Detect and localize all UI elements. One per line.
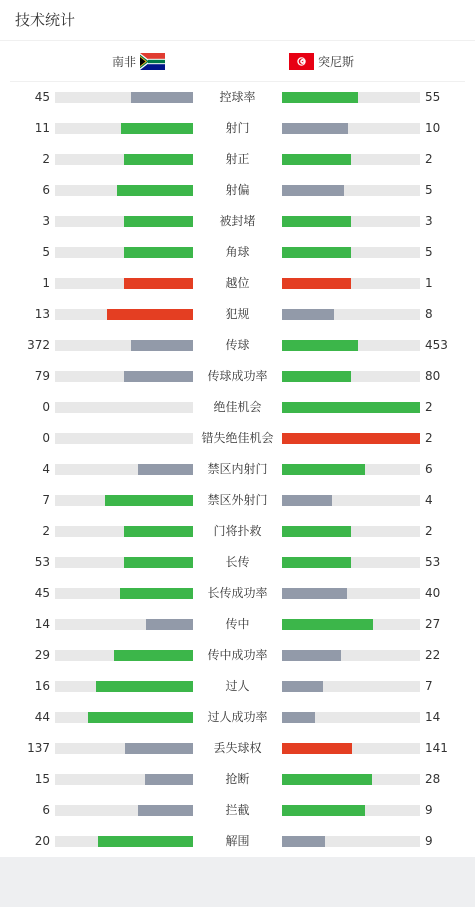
home-stat-bar-fill [105,495,193,506]
stat-row [0,702,475,733]
away-stat-bar [282,309,420,320]
away-stat-value: 14 [425,710,441,724]
away-stat-bar [282,805,420,816]
away-stat-bar-fill [282,371,351,382]
home-stat-value: 44 [34,710,50,724]
home-stat-value: 14 [34,617,50,631]
teams-header [0,41,475,81]
home-stat-value: 79 [34,369,50,383]
home-stat-bar-fill [138,805,193,816]
away-stat-bar-fill [282,123,348,134]
stat-label: 丢失球权 [213,741,262,755]
home-stat-value: 2 [42,152,50,166]
home-stat-bar [55,309,193,320]
stat-row [0,113,475,144]
home-stat-bar-fill [96,681,193,692]
away-stat-bar [282,216,420,227]
home-stat-bar [55,402,193,413]
stat-label: 射门 [225,121,250,135]
home-stat-bar [55,774,193,785]
home-stat-bar [55,92,193,103]
stat-label: 解围 [225,834,250,848]
away-stat-bar-fill [282,588,347,599]
away-stat-value: 22 [425,648,441,662]
stats-list [0,82,475,857]
away-stat-bar-fill [282,526,351,537]
home-stat-value: 45 [34,586,50,600]
home-stat-bar-fill [124,247,193,258]
home-stat-bar [55,123,193,134]
home-stat-bar-fill [131,340,193,351]
stat-row [0,578,475,609]
stat-row [0,485,475,516]
away-stat-bar [282,681,420,692]
stat-row [0,175,475,206]
home-stat-value: 16 [34,679,50,693]
home-stat-value: 15 [34,772,50,786]
away-stat-bar [282,588,420,599]
away-stat-bar-fill [282,712,315,723]
away-stat-value: 141 [425,741,448,755]
stat-row [0,609,475,640]
stat-row [0,423,475,454]
away-stat-bar [282,774,420,785]
home-stat-bar-fill [124,526,193,537]
stat-row [0,795,475,826]
away-stat-bar-fill [282,402,420,413]
home-stat-bar [55,588,193,599]
away-stat-bar [282,464,420,475]
home-stat-bar [55,433,193,444]
home-stat-bar-fill [124,371,193,382]
home-stat-value: 0 [42,400,50,414]
home-stat-bar [55,743,193,754]
away-stat-bar [282,340,420,351]
stat-label: 越位 [225,276,250,290]
home-stat-bar-fill [88,712,193,723]
home-stat-bar-fill [117,185,193,196]
stat-label: 射偏 [225,183,250,197]
stat-label: 被封堵 [219,214,256,228]
home-stat-bar [55,495,193,506]
home-stat-value: 6 [42,183,50,197]
away-stat-bar [282,495,420,506]
stat-label: 过人成功率 [207,710,268,724]
away-stat-bar [282,185,420,196]
stat-row [0,516,475,547]
stat-label: 错失绝佳机会 [201,431,274,445]
away-stat-bar-fill [282,185,344,196]
home-stat-bar [55,712,193,723]
home-stat-value: 0 [42,431,50,445]
stat-label: 传中成功率 [207,648,268,662]
stat-row [0,640,475,671]
home-stat-bar-fill [146,619,193,630]
home-stat-value: 7 [42,493,50,507]
stat-label: 门将扑救 [213,524,262,538]
away-stat-bar [282,402,420,413]
home-stat-value: 3 [42,214,50,228]
away-stat-bar [282,154,420,165]
home-stat-bar [55,619,193,630]
away-stat-bar-fill [282,278,351,289]
away-stat-bar [282,371,420,382]
away-stat-value: 9 [425,834,433,848]
home-stat-bar-fill [124,216,193,227]
home-stat-value: 13 [34,307,50,321]
away-stat-value: 5 [425,245,433,259]
stat-label: 长传成功率 [207,586,268,600]
away-stat-bar [282,433,420,444]
stat-row [0,361,475,392]
away-stat-bar [282,650,420,661]
stat-row [0,299,475,330]
away-stat-value: 10 [425,121,441,135]
home-stat-value: 4 [42,462,50,476]
stat-label: 拦截 [225,803,250,817]
stat-row [0,237,475,268]
away-stat-bar-fill [282,805,365,816]
away-stat-bar-fill [282,92,358,103]
stat-row [0,454,475,485]
home-stat-bar-fill [124,557,193,568]
away-stat-value: 7 [425,679,433,693]
away-stat-bar-fill [282,743,352,754]
home-stat-bar [55,185,193,196]
away-stat-value: 6 [425,462,433,476]
home-stat-value: 11 [34,121,50,135]
away-stat-bar-fill [282,495,332,506]
home-stat-value: 2 [42,524,50,538]
away-stat-bar-fill [282,216,351,227]
away-stat-value: 9 [425,803,433,817]
home-stat-bar [55,557,193,568]
home-stat-bar-fill [124,154,193,165]
stat-row [0,330,475,361]
home-stat-bar [55,681,193,692]
away-stat-bar-fill [282,681,323,692]
away-stat-bar [282,836,420,847]
stat-row [0,671,475,702]
away-stat-bar-fill [282,557,351,568]
home-stat-bar-fill [121,123,193,134]
away-stat-bar [282,123,420,134]
away-stat-bar-fill [282,309,334,320]
away-team [289,51,354,71]
away-stat-bar [282,278,420,289]
stat-row [0,764,475,795]
tunisia-flag-icon [289,53,314,70]
stat-label: 绝佳机会 [213,400,262,414]
home-stat-bar [55,526,193,537]
home-stat-bar-fill [125,743,193,754]
stat-label: 传球成功率 [207,369,268,383]
away-stat-bar [282,619,420,630]
stat-label: 抢断 [225,772,250,786]
home-stat-bar-fill [120,588,193,599]
away-stat-value: 3 [425,214,433,228]
away-stat-bar [282,712,420,723]
away-stat-value: 453 [425,338,448,352]
home-team-name: 南非 [111,54,136,69]
stat-label: 射正 [225,152,250,166]
stat-label: 控球率 [219,90,256,104]
away-stat-value: 2 [425,524,433,538]
home-stat-value: 1 [42,276,50,290]
away-stat-value: 55 [425,90,441,104]
home-stat-bar-fill [98,836,193,847]
home-stat-bar [55,154,193,165]
home-stat-bar [55,278,193,289]
away-stat-bar-fill [282,836,325,847]
home-stat-bar-fill [131,92,193,103]
away-stat-value: 28 [425,772,441,786]
away-stat-bar-fill [282,247,351,258]
away-stat-value: 40 [425,586,441,600]
home-stat-value: 20 [34,834,50,848]
away-stat-bar-fill [282,433,420,444]
away-stat-value: 53 [425,555,441,569]
stat-row [0,206,475,237]
home-stat-bar [55,836,193,847]
stat-row [0,268,475,299]
stat-label: 长传 [225,555,250,569]
stat-label: 禁区外射门 [207,493,268,507]
away-stat-bar-fill [282,619,373,630]
stat-row [0,82,475,113]
home-stat-bar [55,805,193,816]
south-africa-flag-icon [140,53,165,70]
home-team [112,51,165,71]
home-stat-bar [55,650,193,661]
away-stat-bar [282,247,420,258]
home-stat-bar [55,340,193,351]
home-stat-bar-fill [138,464,193,475]
away-stat-value: 8 [425,307,433,321]
home-stat-value: 5 [42,245,50,259]
home-stat-bar [55,464,193,475]
away-stat-value: 5 [425,183,433,197]
home-stat-value: 137 [27,741,50,755]
home-stat-value: 53 [34,555,50,569]
away-stat-bar-fill [282,650,341,661]
away-stat-bar [282,743,420,754]
home-stat-bar [55,371,193,382]
stat-label: 传球 [225,338,250,352]
stat-label: 传中 [225,617,250,631]
home-stat-bar [55,247,193,258]
away-stat-value: 27 [425,617,441,631]
stat-row [0,547,475,578]
stat-label: 过人 [225,679,250,693]
stat-row [0,826,475,857]
away-stat-value: 2 [425,152,433,166]
home-stat-bar-fill [145,774,193,785]
home-stat-bar [55,216,193,227]
home-stat-value: 29 [34,648,50,662]
away-stat-value: 1 [425,276,433,290]
away-stat-bar-fill [282,464,365,475]
stat-label: 禁区内射门 [207,462,268,476]
home-stat-value: 6 [42,803,50,817]
stat-label: 角球 [225,245,250,259]
stat-row [0,144,475,175]
away-stat-bar-fill [282,340,358,351]
away-stat-bar [282,557,420,568]
home-stat-value: 45 [34,90,50,104]
away-stat-value: 2 [425,400,433,414]
away-stat-bar [282,92,420,103]
stat-row [0,392,475,423]
away-stat-value: 2 [425,431,433,445]
away-stat-value: 80 [425,369,441,383]
page-title: 技术统计 [15,11,76,29]
away-stat-bar [282,526,420,537]
home-stat-bar-fill [107,309,193,320]
away-team-name: 突尼斯 [318,54,355,69]
away-stat-bar-fill [282,774,372,785]
stat-label: 犯规 [225,307,250,321]
away-stat-bar-fill [282,154,351,165]
home-stat-bar-fill [124,278,193,289]
home-stat-bar-fill [114,650,193,661]
away-stat-value: 4 [425,493,433,507]
home-stat-value: 372 [27,338,50,352]
stat-row [0,733,475,764]
